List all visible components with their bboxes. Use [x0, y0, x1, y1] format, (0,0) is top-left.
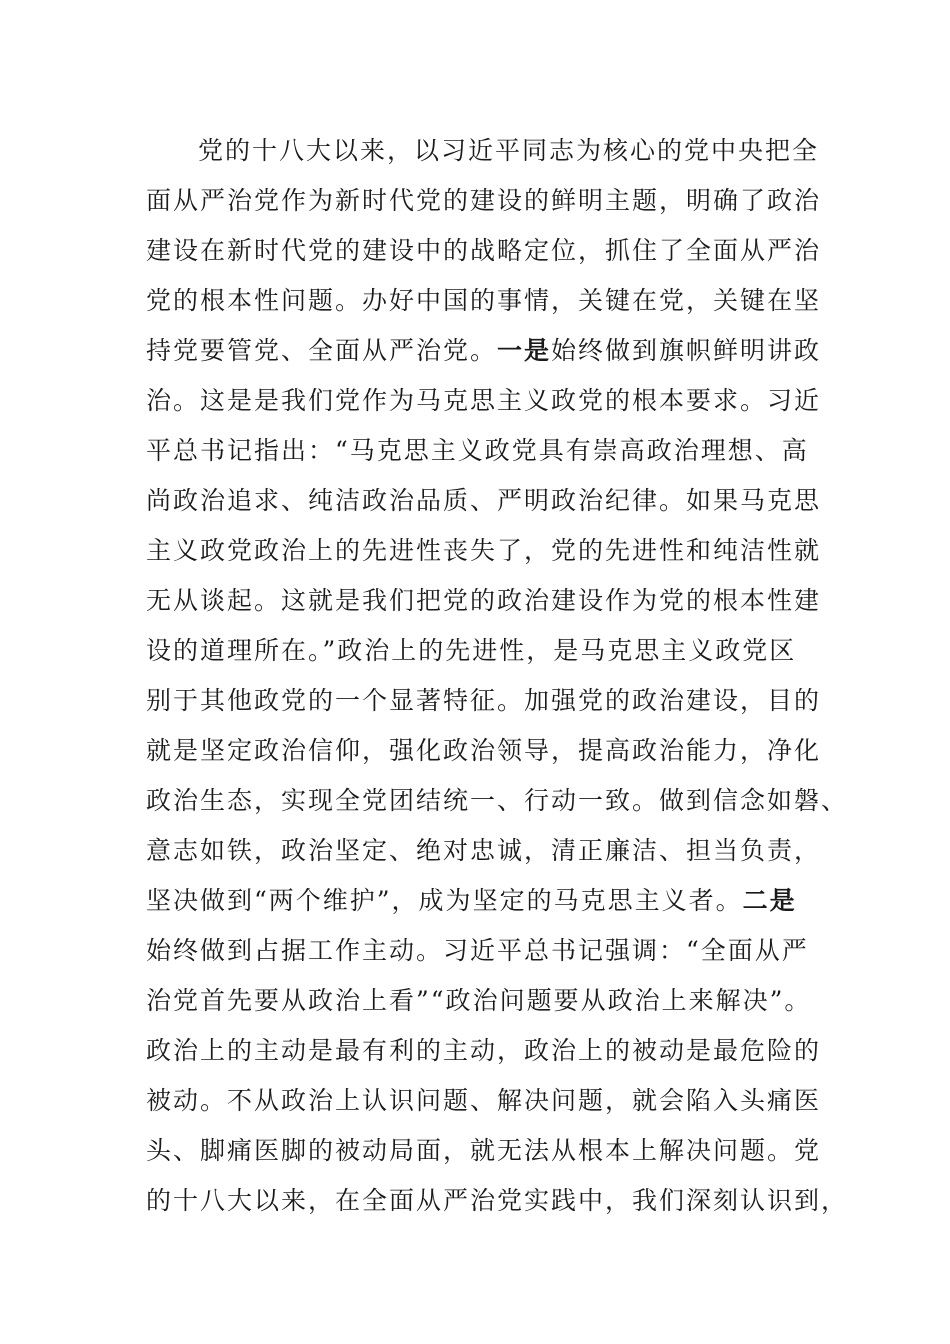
bold-marker: 二是 — [742, 886, 797, 915]
text-run: 头、脚痛医脚的被动局面，就无法从根本上解决问题。党 — [146, 1136, 822, 1165]
text-line — [146, 126, 826, 176]
text-line — [146, 1176, 849, 1226]
text-line — [146, 976, 826, 1026]
text-line — [146, 476, 826, 526]
text-line — [146, 726, 826, 776]
text-run: 尚政治追求、纯洁政治品质、严明政治纪律。如果马克思 — [146, 486, 822, 515]
text-run: 治党首先要从政治上看”“政治问题要从政治上来解决”。 — [146, 986, 812, 1015]
text-run: 党的根本性问题。办好中国的事情，关键在党，关键在坚 — [146, 286, 822, 315]
text-line — [146, 176, 826, 226]
text-run: 意志如铁，政治坚定、绝对忠诚，清正廉洁、担当负责， — [146, 836, 822, 865]
text-run: 党的十八大以来，以习近平同志为核心的党中央把全 — [198, 136, 820, 165]
text-run: 始终做到占据工作主动。习近平总书记强调：“全面从严 — [146, 936, 809, 965]
text-line — [146, 676, 826, 726]
text-line — [146, 626, 826, 676]
text-line — [146, 1026, 826, 1076]
text-run: 政治上的主动是最有利的主动，政治上的被动是最危险的 — [146, 1036, 822, 1065]
text-line — [146, 826, 826, 876]
text-line — [146, 776, 849, 826]
text-line — [146, 876, 826, 926]
text-line — [146, 276, 826, 326]
text-line — [146, 1076, 826, 1126]
text-run: 就是坚定政治信仰，强化政治领导，提高政治能力，净化 — [146, 736, 822, 765]
text-run: 面从严治党作为新时代党的建设的鲜明主题，明确了政治 — [146, 186, 822, 215]
text-run: 持党要管党、全面从严治党。 — [146, 336, 498, 365]
text-line — [146, 426, 826, 476]
text-run: 治。这是是我们党作为马克思主义政党的根本要求。习近 — [146, 386, 822, 415]
text-run: 平总书记指出：“马克思主义政党具有崇高政治理想、高 — [146, 436, 809, 465]
text-line — [146, 926, 826, 976]
text-run: 建设在新时代党的建设中的战略定位，抓住了全面从严治 — [146, 236, 822, 265]
text-run: 设的道理所在。”政治上的先进性，是马克思主义政党区 — [146, 636, 797, 665]
body-text — [146, 126, 849, 1226]
text-run: 被动。不从政治上认识问题、解决问题，就会陷入头痛医 — [146, 1086, 822, 1115]
text-line — [146, 576, 826, 626]
text-run: 坚决做到“两个维护”，成为坚定的马克思主义者。 — [146, 886, 743, 915]
text-run: 别于其他政党的一个显著特征。加强党的政治建设，目的 — [146, 686, 822, 715]
text-line — [146, 226, 826, 276]
text-line — [146, 1126, 826, 1176]
text-line — [146, 326, 826, 376]
bold-marker: 一是 — [497, 336, 552, 365]
text-line — [146, 526, 826, 576]
text-run: 无从谈起。这就是我们把党的政治建设作为党的根本性建 — [146, 586, 822, 615]
text-run: 的十八大以来，在全面从严治党实践中，我们深刻认识到， — [146, 1186, 849, 1215]
text-run: 主义政党政治上的先进性丧失了，党的先进性和纯洁性就 — [146, 536, 822, 565]
text-line — [146, 376, 826, 426]
text-run: 始终做到旗帜鲜明讲政 — [551, 336, 822, 365]
text-run: 政治生态，实现全党团结统一、行动一致。做到信念如磐、 — [146, 786, 849, 815]
